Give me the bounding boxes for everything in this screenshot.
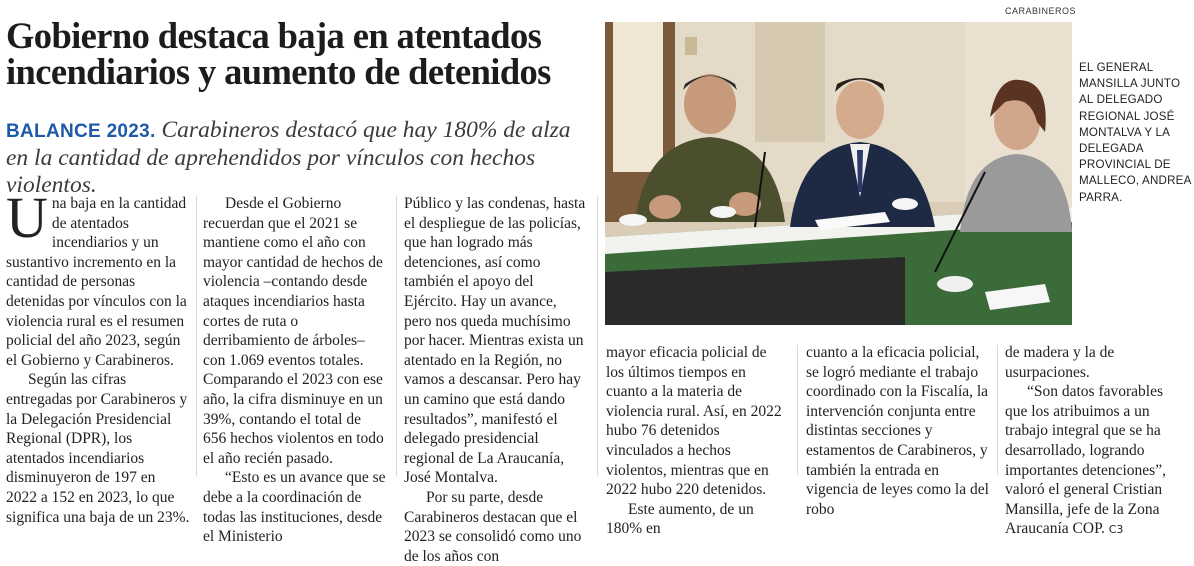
headline-line-1: Gobierno destaca baja en atentados xyxy=(6,15,542,56)
column-separator xyxy=(997,345,998,475)
column-4 xyxy=(606,343,786,539)
col5-paragraph-1: cuanto a la eficacia policial, se logró mediante el trabajo coordinado con la Fiscalía, la intervención conjunta entre distintas secciones y estamentos de Carabineros, y también la entrada en vigencia de leyes como la del robo xyxy=(806,344,989,518)
column-6 xyxy=(1005,343,1189,540)
col4-paragraph-2: Este aumento, de un 180% en xyxy=(606,500,754,538)
kicker: BALANCE 2023. xyxy=(6,121,156,142)
column-separator xyxy=(196,196,197,476)
deck-text: Carabineros destacó que hay 180% de alza en la cantidad de aprehendidos por vínculos con hechos violentos. xyxy=(6,117,571,198)
column-2 xyxy=(203,194,387,547)
col2-paragraph-2: “Esto es un avance que se debe a la coordinación de todas las instituciones, desde el Ministerio xyxy=(203,469,386,546)
col1-paragraph-1: na baja en la cantidad de atentados incendiarios y un sustantivo incremento en la cantidad de personas detenidas por vínculos con la violencia rural es el resumen policial del año 2023, según el Gobierno y Carabineros. xyxy=(6,195,187,369)
col2-paragraph-1: Desde el Gobierno recuerdan que el 2021 se mantiene como el año con mayor cantidad de hechos de violencia –contando desde ataques incendiarios hasta cortes de ruta o derribamiento de árboles– con 1.069 eventos totales. Comparando el 2023 con ese año, la cifra disminuye en un 39%, contando el total de 656 hechos violentos en todo el año recién pasado. xyxy=(203,195,384,467)
col6-paragraph-1: de madera y la de usurpaciones. xyxy=(1005,344,1115,381)
col1-paragraph-2: Según las cifras entregadas por Carabineros y la Delegación Presidencial Regional (DPR), los atentados incendiarios disminuyeron de 197 en 2022 a 152 en 2023, lo que significa una baja de un 23%. xyxy=(6,371,190,526)
photo-caption: EL GENERAL MANSILLA JUNTO AL DELEGADO REGIONAL JOSÉ MONTALVA Y LA DELEGADA PROVINCIAL DE MALLECO, ANDREA PARRA. xyxy=(1079,61,1191,204)
drop-cap: U xyxy=(6,185,48,250)
end-mark: C3 xyxy=(1108,523,1124,537)
column-5 xyxy=(806,343,990,519)
col6-paragraph-2: “Son datos favorables que los atribuimos a un trabajo integral que se ha desarrollado, logrando importantes detenciones”, valoró el general Cristian Mansilla, jefe de la Zona Araucanía COP. xyxy=(1005,383,1166,538)
column-separator xyxy=(396,196,397,476)
column-separator xyxy=(597,196,598,476)
deck xyxy=(6,117,596,199)
col3-paragraph-2: Por su parte, desde Carabineros destacan que el 2023 se consolidó como uno de los años con xyxy=(404,488,582,565)
col4-paragraph-1: mayor eficacia policial de los últimos tiempos en cuanto a la materia de violencia rural. Así, en 2022 hubo 76 detenidos vinculados a hechos violentos, mientras que en 2022 hubo 220 detenidos. xyxy=(606,344,782,499)
headline-line-2: incendiarios y aumento de detenidos xyxy=(6,51,551,92)
news-photo xyxy=(605,22,1072,325)
column-1 xyxy=(6,185,190,527)
column-separator xyxy=(797,345,798,475)
column-3 xyxy=(404,194,588,566)
headline xyxy=(6,15,596,92)
photo-credit: CARABINEROS xyxy=(1004,6,1076,16)
col3-paragraph-1: Público y las condenas, hasta el despliegue de las policías, que han logrado más detenciones, así como también el apoyo del Ejército. Hay un avance, pero nos queda muchísimo por hacer. Mientras exista un atentado en la Región, no vamos a descansar. Pero hay un camino que está dando resultados”, manifestó el delegado presidencial regional de La Araucanía, José Montalva. xyxy=(404,195,586,487)
